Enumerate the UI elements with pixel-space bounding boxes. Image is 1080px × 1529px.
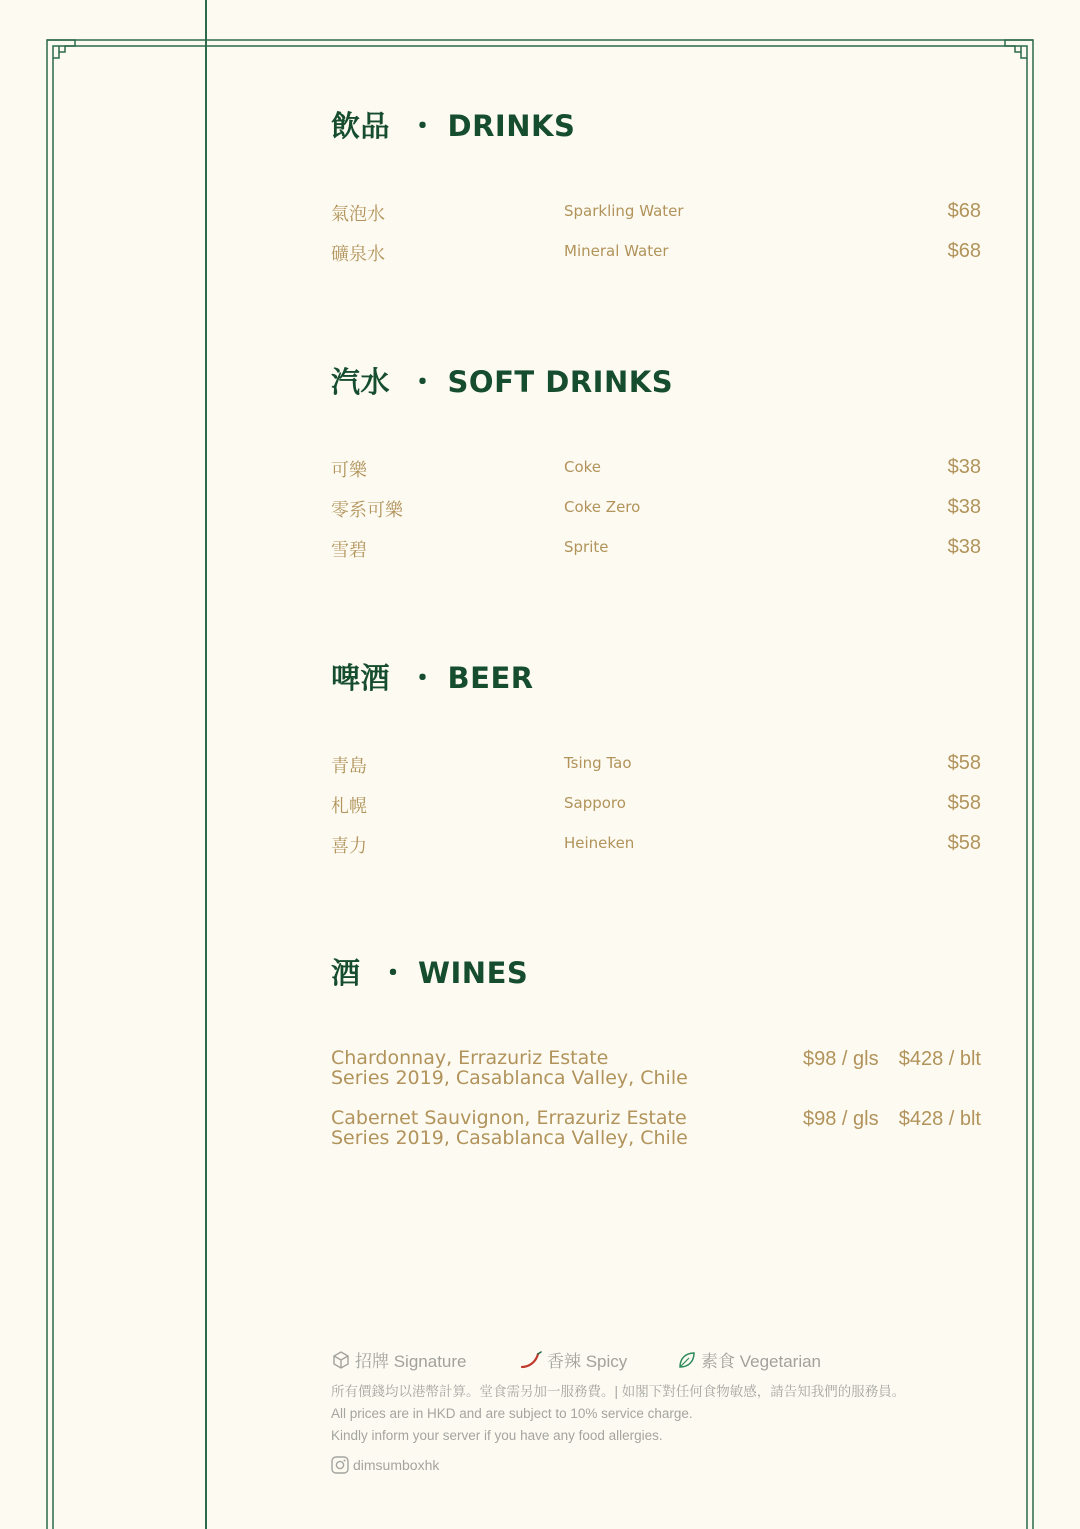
item-price: $38 bbox=[947, 496, 981, 518]
legend-label: 香辣 Spicy bbox=[547, 1352, 628, 1371]
title-separator: ・ bbox=[408, 365, 438, 399]
wine-name-line1: Chardonnay, Errazuriz Estate bbox=[331, 1047, 609, 1069]
legend-label: 素食 Vegetarian bbox=[701, 1352, 822, 1371]
item-name-zh: 青島 bbox=[331, 756, 367, 777]
note-service-charge: All prices are in HKD and are subject to 10% service charge. bbox=[331, 1406, 693, 1421]
instagram-icon bbox=[331, 1456, 349, 1474]
item-name-zh: 雪碧 bbox=[331, 540, 367, 561]
section-title-en: WINES bbox=[418, 956, 529, 990]
wine-glass-price: $98 / gls bbox=[803, 1108, 879, 1130]
section-title-zh: 飲品 bbox=[331, 109, 391, 143]
instagram-link[interactable] bbox=[331, 1456, 439, 1474]
item-name-en: Heineken bbox=[564, 834, 635, 852]
legend-signature bbox=[331, 1347, 467, 1372]
menu-item bbox=[331, 240, 981, 270]
wine-item bbox=[331, 1048, 981, 1098]
item-name-en: Sprite bbox=[564, 538, 609, 556]
item-name-en: Tsing Tao bbox=[564, 754, 632, 772]
item-name-zh: 氣泡水 bbox=[331, 204, 385, 225]
section-title-en: BEER bbox=[447, 661, 534, 695]
item-name-zh: 零系可樂 bbox=[331, 500, 403, 521]
item-price: $38 bbox=[947, 456, 981, 478]
menu-item bbox=[331, 536, 981, 566]
wine-name-line2: Series 2019, Casablanca Valley, Chile bbox=[331, 1067, 688, 1089]
item-name-zh: 可樂 bbox=[331, 460, 367, 481]
note-chinese: 所有價錢均以港幣計算。堂食需另加一服務費。| 如閣下對任何食物敏感，請告知我們的服務員。 bbox=[331, 1384, 906, 1399]
wine-item bbox=[331, 1108, 981, 1158]
section-title-zh: 汽水 bbox=[331, 365, 391, 399]
section-title-en: SOFT DRINKS bbox=[447, 365, 674, 399]
item-name-zh: 札幌 bbox=[331, 796, 367, 817]
title-separator: ・ bbox=[378, 956, 409, 990]
wine-bottle-price: $428 / blt bbox=[898, 1108, 981, 1130]
wine-name bbox=[331, 1108, 688, 1148]
menu-item bbox=[331, 792, 981, 822]
item-price: $58 bbox=[947, 792, 981, 814]
item-name-en: Coke bbox=[564, 458, 602, 476]
item-name-zh: 礦泉水 bbox=[331, 244, 385, 265]
item-price: $58 bbox=[947, 832, 981, 854]
instagram-handle: dimsumboxhk bbox=[353, 1457, 440, 1473]
legend-spicy bbox=[519, 1347, 627, 1372]
margin-divider-line bbox=[205, 0, 207, 1529]
item-name-zh: 喜力 bbox=[331, 836, 367, 857]
menu-item bbox=[331, 496, 981, 526]
menu-item bbox=[331, 752, 981, 782]
section-title bbox=[331, 656, 534, 697]
item-price: $68 bbox=[947, 200, 981, 222]
note-allergies: Kindly inform your server if you have any food allergies. bbox=[331, 1428, 663, 1443]
wine-glass-price: $98 / gls bbox=[803, 1048, 879, 1070]
item-name-en: Sparkling Water bbox=[564, 202, 684, 220]
menu-item bbox=[331, 456, 981, 486]
section-title-zh: 啤酒 bbox=[331, 661, 391, 695]
section-title bbox=[331, 360, 673, 401]
section-title bbox=[331, 104, 575, 145]
leaf-icon bbox=[677, 1350, 697, 1370]
item-name-en: Coke Zero bbox=[564, 498, 641, 516]
wine-bottle-price: $428 / blt bbox=[898, 1048, 981, 1070]
footnotes bbox=[331, 1381, 905, 1447]
legend-vegetarian bbox=[677, 1347, 821, 1372]
item-name-en: Sapporo bbox=[564, 794, 626, 812]
menu-item bbox=[331, 832, 981, 862]
item-price: $68 bbox=[947, 240, 981, 262]
legend-label: 招牌 Signature bbox=[355, 1352, 467, 1371]
title-separator: ・ bbox=[408, 661, 438, 695]
wine-name-line1: Cabernet Sauvignon, Errazuriz Estate bbox=[331, 1107, 687, 1129]
section-title-en: DRINKS bbox=[447, 109, 576, 143]
chili-pepper-icon bbox=[519, 1350, 543, 1370]
item-price: $58 bbox=[947, 752, 981, 774]
wine-name bbox=[331, 1048, 688, 1088]
item-price: $38 bbox=[947, 536, 981, 558]
signature-cube-icon bbox=[331, 1350, 351, 1370]
menu-item bbox=[331, 200, 981, 230]
section-title bbox=[331, 951, 528, 992]
title-separator: ・ bbox=[408, 109, 438, 143]
section-title-zh: 酒 bbox=[331, 956, 361, 990]
wine-name-line2: Series 2019, Casablanca Valley, Chile bbox=[331, 1127, 688, 1149]
item-name-en: Mineral Water bbox=[564, 242, 669, 260]
